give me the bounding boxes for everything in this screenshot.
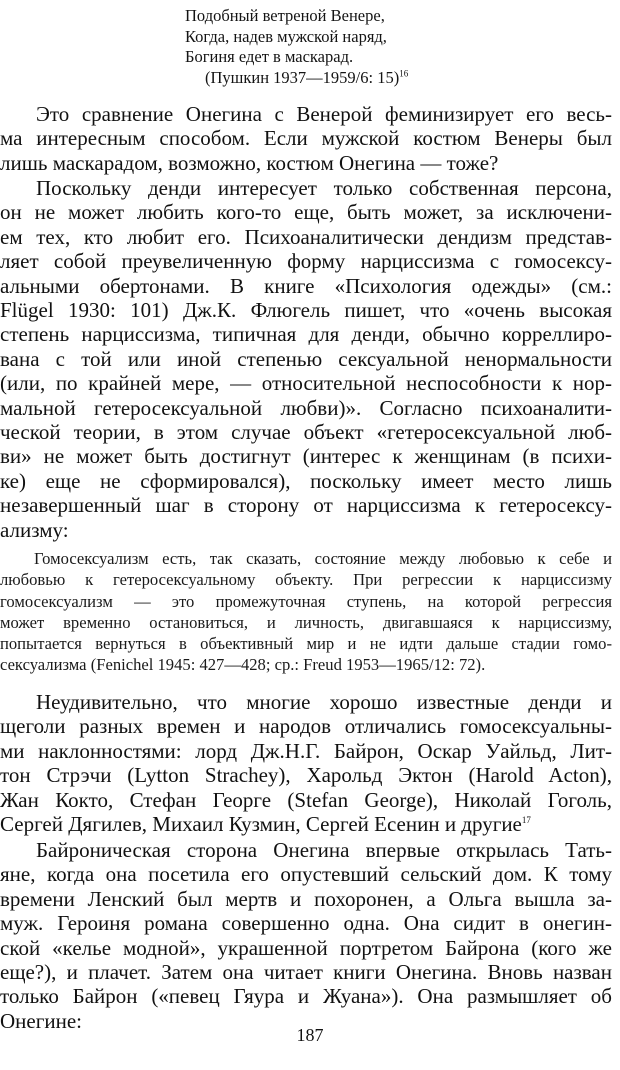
text-line: [0, 812, 612, 836]
text-line: муж. Героиня романа совершенно одна. Она сидит в онегин-: [0, 911, 612, 936]
footnote-ref: 17: [521, 815, 531, 826]
text-line: ма интересным способом. Если мужской костюм Венеры был: [0, 126, 612, 151]
text-line: тон Стрэчи (Lytton Strachey), Харольд Эктон (Harold Acton),: [0, 763, 612, 788]
text-line: ализму:: [0, 517, 69, 542]
epigraph-source-text: (Пушкин 1937—1959/6: 15): [205, 67, 400, 87]
epigraph-source: [185, 68, 408, 89]
text-line: Неудивительно, что многие хорошо известные денди и: [36, 690, 612, 714]
text-line: незавершенный шаг в сторону от нарциссизма к гетеросексу-: [0, 493, 612, 518]
text-line: только Байрон («певец Гяура и Жуана»). Она размышляет об: [0, 984, 612, 1009]
epigraph-line: Когда, надев мужской наряд,: [185, 26, 387, 46]
text-line: Онегине:: [0, 1008, 82, 1033]
quote-line: гомосексуализм — это промежуточная ступень, на которой регрессия: [0, 591, 612, 611]
text-line: ем тех, кто любит его. Психоаналитически дендизм представ-: [0, 224, 612, 249]
text-line: альными обертонами. В книге «Психология одежды» (см.:: [0, 273, 612, 298]
epigraph: [185, 6, 408, 88]
text-line-content: Сергей Дягилев, Михаил Кузмин, Сергей Есенин и другие: [0, 812, 522, 837]
block-quote: [0, 548, 612, 676]
text-line: Flügel 1930: 101) Дж.К. Флюгель пишет, что «очень высокая: [0, 298, 612, 323]
text-line: яне, когда она посетила его опустевший сельский дом. К тому: [0, 862, 612, 887]
quote-line: попытается вернуться в объективный мир и не идти дальше стадии гомо-: [0, 634, 612, 654]
text-line: ке) еще не сформировался), поскольку имеет место лишь: [0, 468, 612, 493]
text-line: ляет собой преувеличенную форму нарциссизма с гомосексу-: [0, 249, 612, 274]
text-line: Жан Кокто, Стефан Георге (Stefan George), Николай Гоголь,: [0, 787, 612, 812]
quote-line: Гомосексуализм есть, так сказать, состояние между любовью к себе и: [34, 549, 612, 568]
text-line: Байроническая сторона Онегина впервые открылась Тать-: [36, 838, 612, 862]
text-line: Поскольку денди интересует только собственная персона,: [36, 176, 612, 200]
text-line: мальной гетеросексуальной любви)». Согласно психоаналити-: [0, 395, 612, 420]
text-line: он не может любить кого-то еще, быть может, за исключени-: [0, 200, 612, 225]
quote-line: сексуализма (Fenichel 1945: 427—428; ср.: Freud 1953—1965/12: 72).: [0, 655, 486, 675]
text-line: еще?), и плачет. Затем она читает книги Онегина. Вновь назван: [0, 960, 612, 985]
text-line: степень нарциссизма, типичная для денди, обычно корреллиро-: [0, 322, 612, 347]
text-line: ческой теории, в этом случае объект «гетеросексуальной люб-: [0, 420, 612, 445]
footnote-ref: 16: [399, 68, 409, 78]
text-line: ви» не может быть достигнут (интерес к женщинам (в психи-: [0, 444, 612, 469]
text-line: вана с той или иной степенью сексуальной ненормальности: [0, 346, 612, 371]
text-line: (или, по крайней мере, — относительной неспособности к нор-: [0, 371, 612, 396]
epigraph-line: Подобный ветреной Венере,: [185, 6, 385, 25]
text-line: лишь маскарадом, возможно, костюм Онегина — тоже?: [0, 150, 499, 175]
paragraph-3: [0, 690, 612, 836]
page-number: 187: [296, 1025, 324, 1045]
quote-line: может временно остановиться, и личность, двигавшаяся к нарциссизму,: [0, 612, 612, 632]
epigraph-line: Богиня едет в маскарад.: [185, 47, 354, 66]
paragraph-4: [0, 838, 612, 1033]
text-line: Это сравнение Онегина с Венерой феминизирует его весь-: [36, 102, 612, 126]
text-line: ской «келье модной», украшенной портретом Байрона (кого же: [0, 935, 612, 960]
text-line: ми наклонностями: лорд Дж.Н.Г. Байрон, Оскар Уайльд, Лит-: [0, 738, 612, 763]
text-line: щеголи разных времен и народов отличались гомосексуальны-: [0, 714, 612, 739]
quote-line: любовью к гетеросексуальному объекту. При регрессии к нарциссизму: [0, 570, 612, 590]
text-line: времени Ленский был мертв и похоронен, а Ольга вышла за-: [0, 886, 612, 911]
paragraph-1: [0, 102, 612, 175]
paragraph-2: [0, 176, 612, 542]
